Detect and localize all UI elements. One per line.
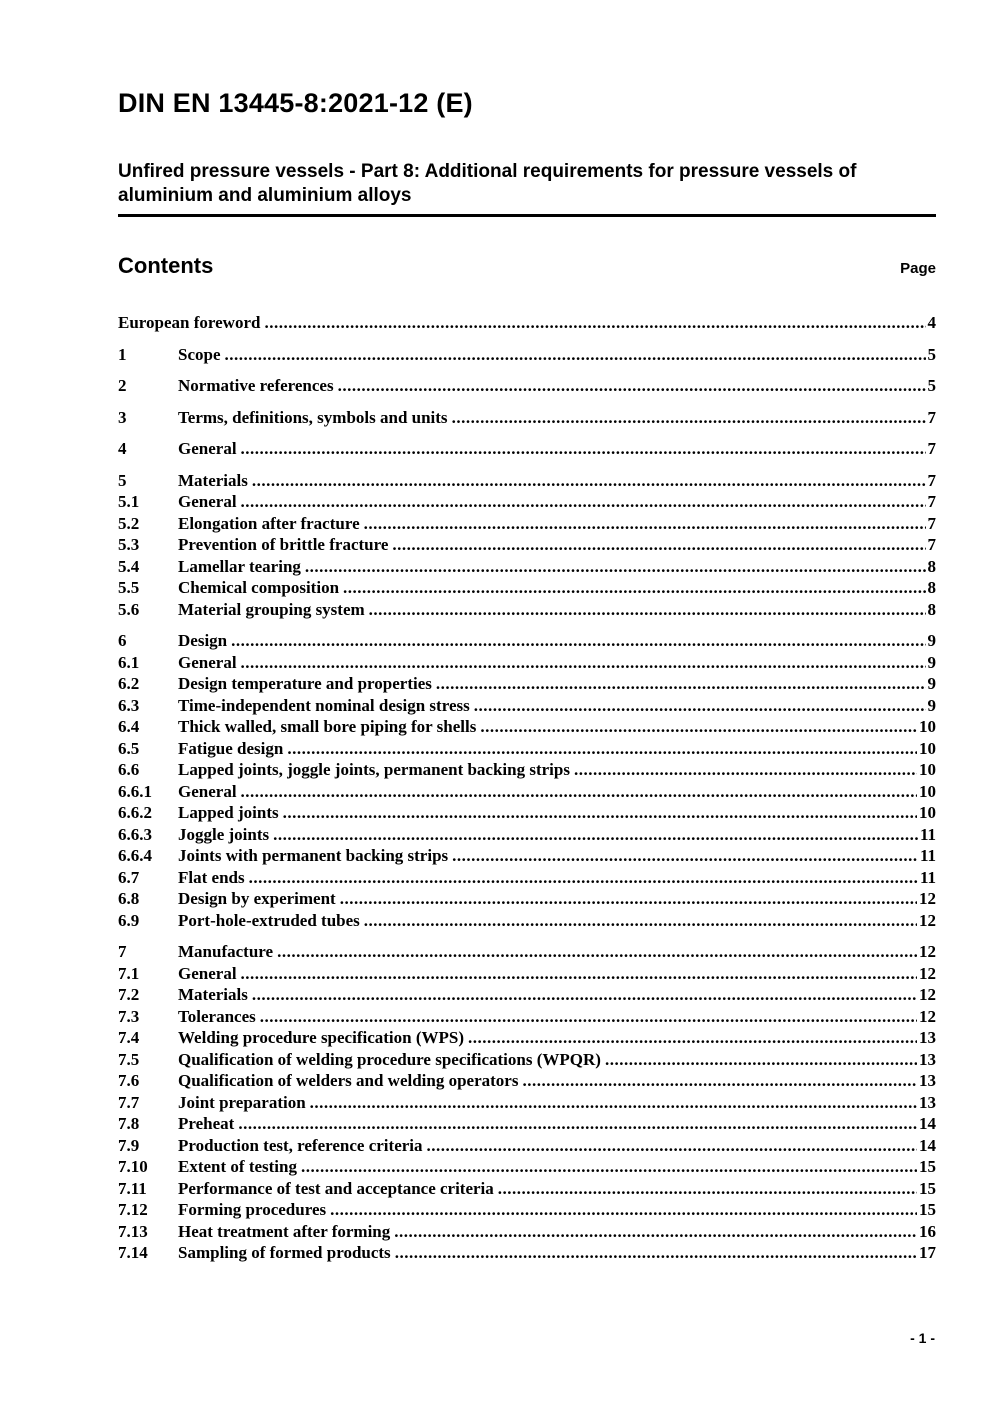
toc-entry-page: 13 bbox=[919, 1028, 936, 1047]
toc-entry-title: Materials bbox=[178, 985, 248, 1004]
toc-entry-title: Welding procedure specification (WPS) bbox=[178, 1028, 465, 1047]
toc-entry-title: Thick walled, small bore piping for shells bbox=[178, 717, 477, 736]
toc-entry[interactable] bbox=[118, 1178, 936, 1200]
toc-dot-leader bbox=[277, 941, 917, 963]
toc-entry[interactable] bbox=[118, 781, 936, 803]
toc-dot-leader bbox=[264, 312, 925, 334]
toc-entry-title: Chemical composition bbox=[178, 578, 340, 597]
toc-entry-page: 11 bbox=[919, 867, 936, 887]
toc-entry-page: 7 bbox=[927, 407, 936, 427]
toc-entry[interactable] bbox=[118, 963, 936, 985]
toc-entry-number: 7.13 bbox=[118, 1221, 148, 1241]
toc-entry-page: 12 bbox=[919, 1006, 936, 1026]
toc-entry-page: 8 bbox=[927, 578, 936, 597]
toc-entry-page: 12 bbox=[919, 942, 936, 961]
toc-entry-title: Joggle joints bbox=[178, 824, 270, 844]
toc-entry[interactable] bbox=[118, 695, 936, 717]
toc-entry-title: Lapped joints, joggle joints, permanent backing strips bbox=[178, 760, 570, 779]
toc-entry-title: Qualification of welders and welding operators bbox=[178, 1071, 519, 1090]
toc-entry-number: 1 bbox=[118, 344, 127, 364]
toc-entry-page: 9 bbox=[927, 695, 936, 715]
toc-dot-leader bbox=[369, 599, 926, 621]
toc-entry-number: 6.5 bbox=[118, 738, 140, 758]
toc-entry-title: Normative references bbox=[178, 376, 334, 395]
toc-entry-number: 7.2 bbox=[118, 985, 140, 1004]
toc-entry[interactable] bbox=[118, 1242, 936, 1264]
toc-entry[interactable] bbox=[118, 1070, 936, 1092]
toc-entry-page: 8 bbox=[927, 556, 936, 576]
toc-dot-leader bbox=[287, 738, 917, 760]
toc-entry-number: 5.5 bbox=[118, 578, 140, 597]
toc-dot-leader bbox=[395, 1242, 917, 1264]
toc-group bbox=[118, 630, 936, 931]
toc-entry[interactable] bbox=[118, 577, 936, 599]
toc-entry-title: General bbox=[178, 492, 237, 511]
toc-entry-page: 9 bbox=[927, 652, 936, 672]
toc-entry-title: General bbox=[178, 652, 237, 672]
toc-dot-leader bbox=[241, 652, 926, 674]
toc-entry-number: 6.8 bbox=[118, 889, 140, 908]
toc-dot-leader bbox=[498, 1178, 917, 1200]
toc-entry-title: Terms, definitions, symbols and units bbox=[178, 407, 448, 427]
toc-entry[interactable] bbox=[118, 845, 936, 867]
toc-entry[interactable] bbox=[118, 1199, 936, 1221]
toc-dot-leader bbox=[241, 438, 926, 460]
toc-entry-number: 6 bbox=[118, 631, 127, 650]
toc-dot-leader bbox=[343, 577, 925, 599]
toc-entry[interactable] bbox=[118, 802, 936, 824]
toc-entry[interactable] bbox=[118, 673, 936, 695]
toc-entry-number: 3 bbox=[118, 407, 127, 427]
toc-entry-page: 12 bbox=[919, 910, 936, 930]
toc-dot-leader bbox=[574, 759, 917, 781]
toc-entry[interactable] bbox=[118, 1027, 936, 1049]
toc-entry-title: Lapped joints bbox=[178, 803, 279, 822]
toc-entry-title: General bbox=[178, 963, 237, 983]
toc-dot-leader bbox=[225, 344, 926, 366]
toc-dot-leader bbox=[252, 984, 917, 1006]
toc-entry[interactable] bbox=[118, 1092, 936, 1114]
toc-dot-leader bbox=[468, 1027, 917, 1049]
toc-group bbox=[118, 407, 936, 429]
toc-entry-number: 4 bbox=[118, 439, 127, 458]
toc-group bbox=[118, 941, 936, 1264]
toc-entry-number: 7 bbox=[118, 942, 127, 961]
toc-entry[interactable] bbox=[118, 1049, 936, 1071]
toc-entry-page: 5 bbox=[927, 344, 936, 364]
toc-entry-page: 7 bbox=[927, 492, 936, 511]
toc-entry-page: 8 bbox=[927, 599, 936, 619]
toc-entry-number: 7.7 bbox=[118, 1092, 140, 1112]
toc-entry-number: 6.1 bbox=[118, 652, 140, 672]
toc-dot-leader bbox=[522, 1070, 917, 1092]
toc-entry-title: Preheat bbox=[178, 1114, 235, 1133]
toc-entry-number: 7.6 bbox=[118, 1071, 140, 1090]
toc-entry-page: 10 bbox=[919, 738, 936, 758]
toc-entry-number: 7.8 bbox=[118, 1114, 140, 1133]
toc-entry[interactable] bbox=[118, 652, 936, 674]
toc-entry-page: 12 bbox=[919, 963, 936, 983]
toc-entry-title: Lamellar tearing bbox=[178, 556, 301, 576]
page-column-label: Page bbox=[900, 260, 936, 277]
toc-entry-number: 5.3 bbox=[118, 535, 140, 554]
toc-entry[interactable] bbox=[118, 1221, 936, 1243]
toc-entry-number: 6.6.1 bbox=[118, 781, 152, 801]
toc-dot-leader bbox=[305, 556, 926, 578]
toc-entry[interactable] bbox=[118, 984, 936, 1006]
toc-entry-title: Heat treatment after forming bbox=[178, 1221, 391, 1241]
footer-page-number: - 1 - bbox=[910, 1330, 935, 1346]
toc-entry-title: General bbox=[178, 439, 237, 458]
toc-entry-number: 6.4 bbox=[118, 717, 140, 736]
toc-dot-leader bbox=[340, 888, 917, 910]
toc-dot-leader bbox=[273, 824, 918, 846]
toc-dot-leader bbox=[260, 1006, 917, 1028]
toc-entry-title: Time-independent nominal design stress bbox=[178, 695, 470, 715]
toc-entry-page: 9 bbox=[927, 674, 936, 693]
toc-entry-title: Forming procedures bbox=[178, 1200, 327, 1219]
toc-entry-page: 5 bbox=[927, 376, 936, 395]
toc-entry-title: Production test, reference criteria bbox=[178, 1135, 423, 1155]
toc-group bbox=[118, 438, 936, 460]
toc-entry-number: 7.11 bbox=[118, 1178, 147, 1198]
toc-dot-leader bbox=[452, 407, 926, 429]
toc-dot-leader bbox=[364, 910, 917, 932]
toc-dot-leader bbox=[474, 695, 926, 717]
toc-entry[interactable] bbox=[118, 716, 936, 738]
toc-entry-title: Fatigue design bbox=[178, 738, 284, 758]
toc-dot-leader bbox=[301, 1156, 917, 1178]
toc-dot-leader bbox=[436, 673, 926, 695]
toc-entry-number: 6.6 bbox=[118, 760, 140, 779]
toc-entry-page: 17 bbox=[919, 1243, 936, 1262]
toc-entry[interactable] bbox=[118, 556, 936, 578]
toc-entry-page: 10 bbox=[919, 760, 936, 779]
toc-dot-leader bbox=[605, 1049, 917, 1071]
toc-entry[interactable] bbox=[118, 513, 936, 535]
toc-entry-page: 10 bbox=[919, 717, 936, 736]
toc-entry-title: Manufacture bbox=[178, 942, 274, 961]
toc-entry-number: 6.6.2 bbox=[118, 803, 152, 822]
toc-entry-number: 6.3 bbox=[118, 695, 140, 715]
toc-group bbox=[118, 344, 936, 366]
toc-dot-leader bbox=[392, 534, 925, 556]
toc-entry-title: Material grouping system bbox=[178, 599, 365, 619]
toc-entry-number: 7.14 bbox=[118, 1243, 148, 1262]
toc-entry-page: 7 bbox=[927, 470, 936, 490]
toc-entry-title: Qualification of welding procedure specifications (WPQR) bbox=[178, 1049, 601, 1069]
toc-entry-number: 7.3 bbox=[118, 1006, 140, 1026]
toc-entry[interactable] bbox=[118, 344, 936, 366]
toc-entry[interactable] bbox=[118, 630, 936, 652]
toc-entry-number: 6.9 bbox=[118, 910, 140, 930]
toc-entry-title: Design bbox=[178, 631, 228, 650]
toc-entry-page: 13 bbox=[919, 1092, 936, 1112]
toc-entry-title: Materials bbox=[178, 470, 248, 490]
toc-dot-leader bbox=[338, 375, 926, 397]
contents-heading: Contents bbox=[118, 253, 214, 278]
toc-entry-page: 7 bbox=[927, 513, 936, 533]
toc-dot-leader bbox=[283, 802, 917, 824]
toc-entry[interactable] bbox=[118, 599, 936, 621]
toc-entry[interactable] bbox=[118, 1135, 936, 1157]
toc-entry-number: 5.2 bbox=[118, 513, 140, 533]
toc-entry-title: General bbox=[178, 781, 237, 801]
toc-entry-page: 15 bbox=[919, 1200, 936, 1219]
toc-entry-title: European foreword bbox=[118, 313, 261, 332]
toc-entry-title: Joint preparation bbox=[178, 1092, 306, 1112]
toc-entry-title: Extent of testing bbox=[178, 1157, 297, 1176]
toc-dot-leader bbox=[241, 781, 917, 803]
toc-entry-title: Joints with permanent backing strips bbox=[178, 846, 449, 865]
toc-entry-title: Flat ends bbox=[178, 867, 245, 887]
toc-entry-page: 7 bbox=[927, 535, 936, 554]
toc-entry[interactable] bbox=[118, 534, 936, 556]
toc-entry-page: 14 bbox=[919, 1114, 936, 1133]
toc-entry-title: Port-hole-extruded tubes bbox=[178, 910, 360, 930]
toc-entry-page: 15 bbox=[919, 1178, 936, 1198]
toc-dot-leader bbox=[241, 963, 917, 985]
toc-entry-number: 7.1 bbox=[118, 963, 140, 983]
toc-entry[interactable] bbox=[118, 312, 936, 334]
toc-entry-title: Elongation after fracture bbox=[178, 513, 360, 533]
toc-group bbox=[118, 312, 936, 334]
toc-entry-title: Sampling of formed products bbox=[178, 1243, 391, 1262]
toc-entry-number: 7.12 bbox=[118, 1200, 148, 1219]
toc-entry[interactable] bbox=[118, 824, 936, 846]
toc-dot-leader bbox=[231, 630, 925, 652]
toc-entry-page: 13 bbox=[919, 1049, 936, 1069]
toc-entry-number: 6.6.3 bbox=[118, 824, 152, 844]
toc-entry-page: 12 bbox=[919, 889, 936, 908]
toc-entry-title: Design by experiment bbox=[178, 889, 336, 908]
toc-entry[interactable] bbox=[118, 491, 936, 513]
toc-entry-page: 10 bbox=[919, 803, 936, 822]
toc-dot-leader bbox=[252, 470, 926, 492]
toc-entry[interactable] bbox=[118, 1006, 936, 1028]
toc-dot-leader bbox=[452, 845, 918, 867]
toc-group bbox=[118, 470, 936, 621]
toc-entry-number: 5.6 bbox=[118, 599, 140, 619]
toc-entry-page: 7 bbox=[927, 439, 936, 458]
toc-entry-number: 5.1 bbox=[118, 492, 140, 511]
toc-dot-leader bbox=[249, 867, 918, 889]
toc-entry-title: Scope bbox=[178, 344, 221, 364]
toc-entry-page: 15 bbox=[919, 1157, 936, 1176]
document-title: Unfired pressure vessels - Part 8: Additional requirements for pressure vessels of aluminium and aluminium alloys bbox=[118, 160, 936, 217]
toc-entry-number: 6.2 bbox=[118, 674, 140, 693]
toc-entry-page: 12 bbox=[919, 985, 936, 1004]
toc-dot-leader bbox=[427, 1135, 917, 1157]
toc-entry[interactable] bbox=[118, 375, 936, 397]
toc-entry-title: Tolerances bbox=[178, 1006, 256, 1026]
toc-entry-number: 7.10 bbox=[118, 1157, 148, 1176]
contents-header-row bbox=[118, 253, 936, 279]
toc-entry-number: 7.4 bbox=[118, 1028, 140, 1047]
toc-group bbox=[118, 375, 936, 397]
toc-dot-leader bbox=[330, 1199, 917, 1221]
toc-entry-page: 11 bbox=[919, 824, 936, 844]
table-of-contents bbox=[118, 312, 936, 1264]
toc-entry[interactable] bbox=[118, 759, 936, 781]
toc-entry[interactable] bbox=[118, 470, 936, 492]
toc-entry[interactable] bbox=[118, 1156, 936, 1178]
toc-entry-number: 5.4 bbox=[118, 556, 140, 576]
toc-entry-page: 10 bbox=[919, 781, 936, 801]
page-content bbox=[118, 0, 936, 1264]
document-number: DIN EN 13445-8:2021-12 (E) bbox=[118, 88, 473, 118]
toc-entry[interactable] bbox=[118, 1113, 936, 1135]
toc-entry-number: 5 bbox=[118, 470, 127, 490]
toc-entry[interactable] bbox=[118, 941, 936, 963]
toc-entry-number: 2 bbox=[118, 376, 127, 395]
toc-entry-page: 4 bbox=[927, 313, 936, 332]
toc-entry-page: 14 bbox=[919, 1135, 936, 1155]
toc-dot-leader bbox=[480, 716, 917, 738]
toc-dot-leader bbox=[394, 1221, 917, 1243]
toc-entry-page: 9 bbox=[927, 631, 936, 650]
toc-entry-title: Prevention of brittle fracture bbox=[178, 535, 389, 554]
toc-entry[interactable] bbox=[118, 738, 936, 760]
toc-entry-title: Performance of test and acceptance criteria bbox=[178, 1178, 494, 1198]
toc-entry-number: 6.6.4 bbox=[118, 846, 152, 865]
toc-entry[interactable] bbox=[118, 407, 936, 429]
toc-entry-page: 11 bbox=[919, 846, 936, 865]
toc-entry-number: 7.5 bbox=[118, 1049, 140, 1069]
toc-entry[interactable] bbox=[118, 867, 936, 889]
toc-entry-page: 13 bbox=[919, 1071, 936, 1090]
toc-entry[interactable] bbox=[118, 910, 936, 932]
toc-dot-leader bbox=[364, 513, 926, 535]
toc-entry-number: 7.9 bbox=[118, 1135, 140, 1155]
toc-dot-leader bbox=[310, 1092, 917, 1114]
toc-entry-number: 6.7 bbox=[118, 867, 140, 887]
toc-entry[interactable] bbox=[118, 438, 936, 460]
toc-dot-leader bbox=[238, 1113, 917, 1135]
toc-entry-page: 16 bbox=[919, 1221, 936, 1241]
toc-dot-leader bbox=[241, 491, 926, 513]
toc-entry-title: Design temperature and properties bbox=[178, 674, 432, 693]
toc-entry[interactable] bbox=[118, 888, 936, 910]
